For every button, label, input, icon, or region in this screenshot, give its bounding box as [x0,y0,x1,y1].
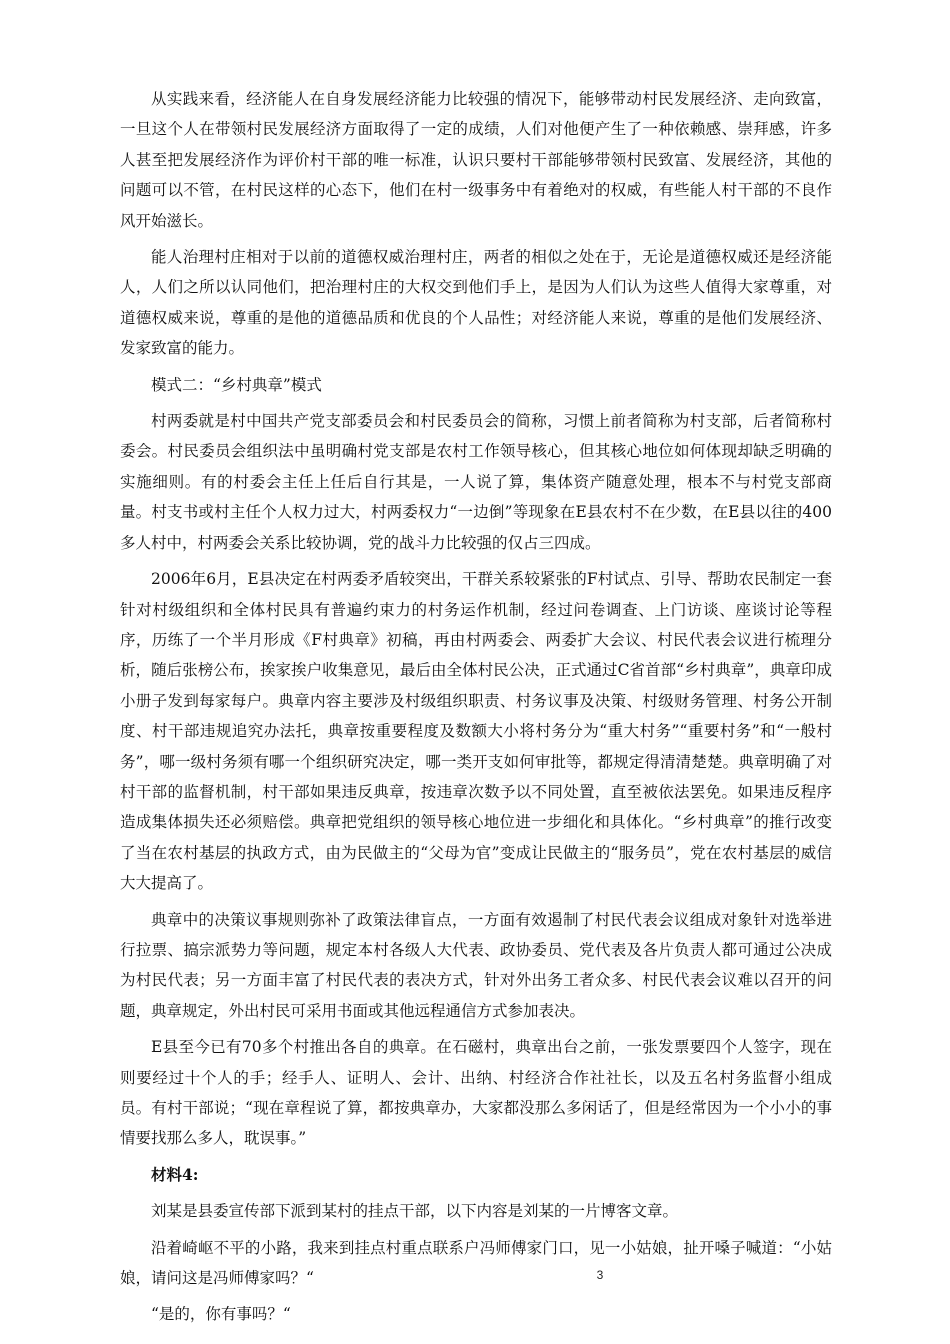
paragraph-two-committees: 村两委就是村中国共产党支部委员会和村民委员会的简称，习惯上前者简称为村支部，后者简称村委会。村民委员会组织法中虽明确村党支部是农村工作领导核心，但其核心地位如何体现却缺乏明确的实施细则。有的村委会主任上任后自行其是，一人说了算，集体资产随意处理，根本不与村党支部商量。村支书或村主任个人权力过大，村两委权力“一边倒”等现象在E县农村不在少数，在E县以往的400多人村中，村两委会关系比较协调，党的战斗力比较强的仅占三四成。 [120,412,832,552]
section-heading-model-two: 模式二：“乡村典章”模式 [151,375,322,394]
paragraph-village-charter-2006: 2006年6月，E县决定在村两委矛盾较突出，干群关系较紧张的F村试点、引导、帮助农民制定一套针对村级组织和全体村民具有普遍约束力的村务运作机制，经过问卷调查、上门访谈、座谈讨论等程序，历练了一个半月形成《F村典章》初稿，再由村两委会、两委扩大会议、村民代表会议进行梳理分析，随后张榜公布，挨家挨户收集意见，最后由全体村民公决，正式通过C省首部“乡村典章”，典章印成小册子发到每家每户。典章内容主要涉及村级组织职责、村务议事及决策、村级财务管理、村务公开制度、村干部违规追究办法托，典章按重要程度及数额大小将村务分为“重大村务”“重要村务”和“一般村务”，哪一级村务须有哪一个组织研究决定，哪一类开支如何审批等，都规定得清清楚楚。典章明确了对村干部的监督机制，村干部如果违反典章，按违章次数予以不同处置，直至被依法罢免。如果违反程序造成集体损失还必须赔偿。典章把党组织的领导核心地位进一步细化和具体化。“乡村典章”的推行改变了当在农村基层的执政方式，由为民做主的“父母为官”变成让民做主的“服务员”，党在农村基层的威信大大提高了。 [120,570,832,893]
paragraph-e-county-charters: E县至今已有70多个村推出各自的典章。在石磁村，典章出台之前，一张发票要四个人签字，现在则要经过十个人的手；经手人、证明人、会计、出纳、村经济合作社社长，以及五名村务监督小组成员。有村干部说；“现在章程说了算，都按典章办，大家都没那么多闲话了，但是经常因为一个小小的事情要找那么多人，耽误事。” [120,1038,832,1148]
paragraph-economic-leaders-practice: 从实践来看，经济能人在自身发展经济能力比较强的情况下，能够带动村民发展经济、走向致富，一旦这个人在带领村民发展经济方面取得了一定的成绩，人们对他便产生了一种依赖感、崇拜感，许多人甚至把发展经济作为评价村干部的唯一标准，认识只要村干部能够带领村民致富、发展经济，其他的问题可以不管，在村民这样的心态下，他们在村一级事务中有着绝对的权威，有些能人村干部的不良作风开始滋长。 [120,90,832,230]
paragraph-decision-rules: 典章中的决策议事规则弥补了政策法律盲点，一方面有效遏制了村民代表会议组成对象针对选举进行拉票、搞宗派势力等问题，规定本村各级人大代表、政协委员、党代表及各片负责人都可通过公决成为村民代表；另一方面丰富了村民代表的表决方式，针对外出务工者众多、村民代表会议难以召开的问题，典章规定，外出村民可采用书面或其他远程通信方式参加表决。 [120,910,832,1020]
paragraph-leader-governance-comparison: 能人治理村庄相对于以前的道德权威治理村庄，两者的相似之处在于，无论是道德权威还是经济能人，人们之所以认同他们，把治理村庄的大权交到他们手上，是因为人们认为这些人值得大家尊重，对道德权威来说，尊重的是他的道德品质和优良的个人品性；对经济能人来说，尊重的是他们发展经济、发家致富的能力。 [120,248,832,358]
material-4-heading: 材料4: [151,1164,199,1184]
document-body [120,84,832,1336]
page-number: 3 [596,1268,604,1282]
paragraph-dialogue-reply: “是的，你有事吗？“ [151,1305,291,1324]
paragraph-blog-intro: 刘某是县委宣传部下派到某村的挂点干部，以下内容是刘某的一片博客文章。 [151,1202,679,1221]
paragraph-visit-narrative: 沿着崎岖不平的小路，我来到挂点村重点联系户冯师傅家门口，见一小姑娘，扯开嗓子喊道：“小姑娘，请问这是冯师傅家吗？“ [120,1238,832,1288]
